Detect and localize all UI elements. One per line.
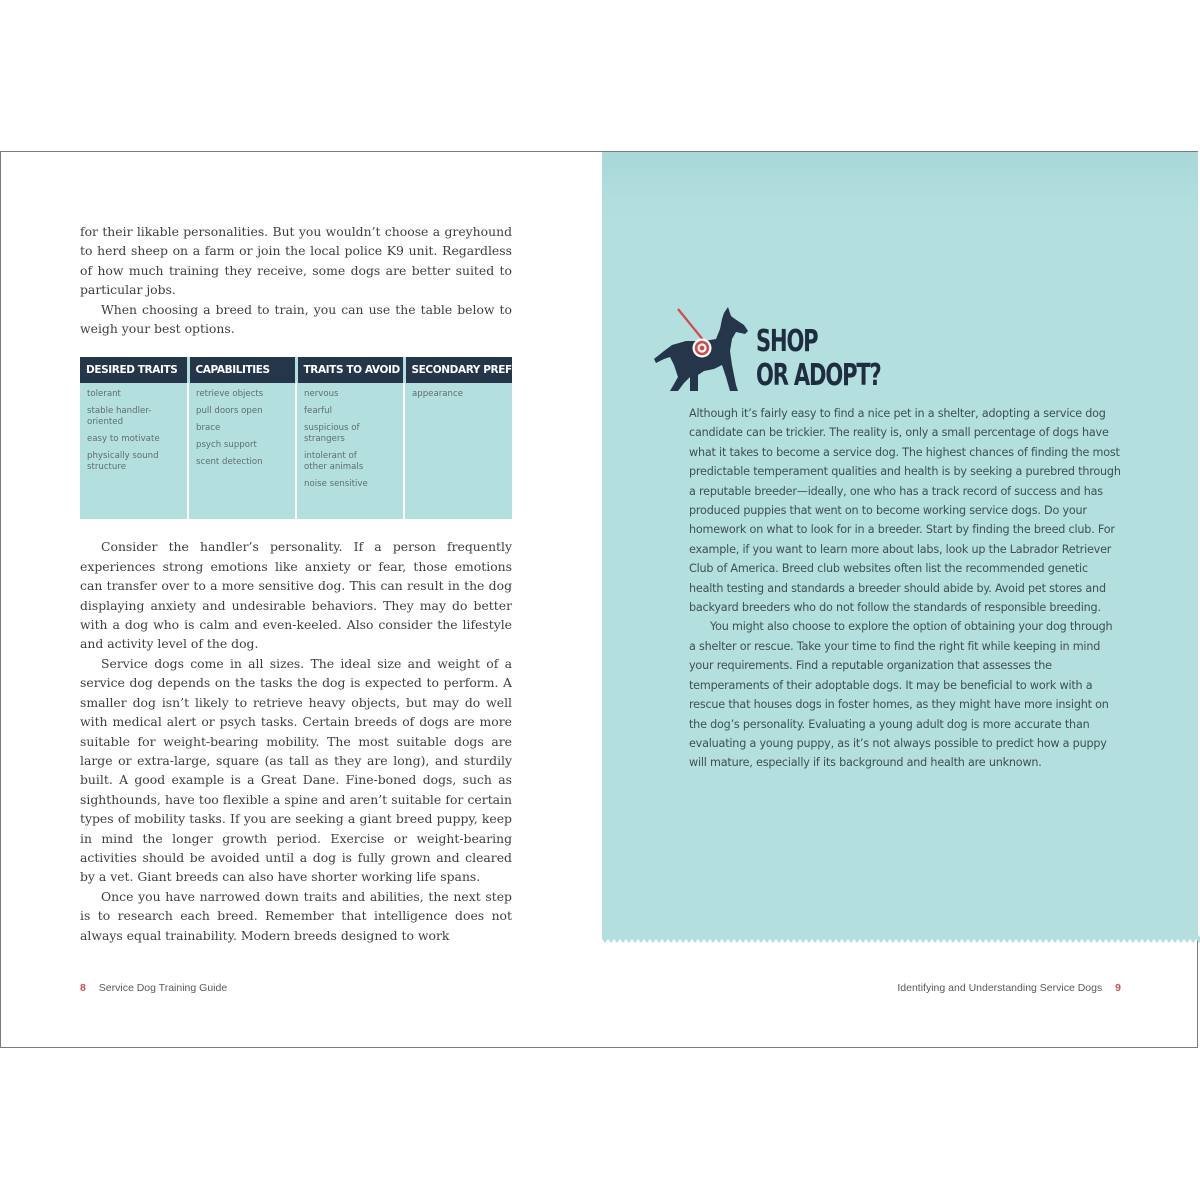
paragraph: Once you have narrowed down traits and abilities, the next step is to research each breed. Remember that intelligence does not always equal trainability. Modern breeds designed to work — [80, 888, 512, 943]
table-cell-capabilities — [188, 383, 296, 519]
table-cell-item: easy to motivate — [87, 434, 160, 445]
running-title: Identifying and Understanding Service Dogs — [897, 982, 1103, 994]
book-spread — [0, 151, 1198, 1048]
table-cell-traits-to-avoid — [296, 383, 404, 519]
table-cell-item: noise sensitive — [304, 479, 368, 490]
footer-left — [80, 982, 227, 994]
table-cell-item: scent detection — [196, 457, 263, 468]
breed-traits-table — [80, 357, 563, 519]
table-cell-desired-traits — [80, 383, 188, 519]
sidebar-fold — [602, 152, 1198, 218]
table-cell-secondary-preferences — [404, 383, 512, 519]
sidebar-shop-or-adopt — [602, 152, 1198, 937]
table-cell-item: nervous — [304, 389, 339, 400]
table-cell-item: appearance — [412, 389, 463, 400]
left-page — [80, 222, 563, 945]
paragraph: Service dogs come in all sizes. The ideal size and weight of a service dog depends on the tasks the dog is expected to perform. A smaller dog isn’t likely to retrieve heavy objects, but may do well with medical alert or psych tasks. Certain breeds of dogs are more suitable for weight-bearing mobility. The most suitable dogs are large or extra-large, square (as tall as they are long), and sturdily built. A good example is a Great Dane. Fine-boned dogs, such as sighthounds, have too flexible a spine and aren’t suitable for certain types of mobility tasks. If you are seeking a giant breed puppy, keep in mind the longer growth period. Exercise or weight-bearing activities should be avoided until a dog is fully grown and cleared by a vet. Giant breeds can also have shorter working life spans. — [80, 655, 512, 885]
table-header: TRAITS TO AVOID — [296, 357, 404, 383]
paragraph: Consider the handler’s personality. If a person frequently experiences strong emotions like anxiety or fear, those emotions can transfer over to a more sensitive dog. This can result in the dog displaying anxiety and undesirable behaviors. They may do better with a dog who is calm and even-keeled. Also consider the lifestyle and activity level of the dog. — [80, 539, 512, 652]
table-header: DESIRED TRAITS — [80, 357, 188, 383]
sidebar-title-line: SHOP — [756, 324, 818, 359]
table-header: SECONDARY PREFERENCES — [404, 357, 512, 383]
table-cell-item: fearful — [304, 406, 332, 417]
sidebar-paragraph: Although it’s fairly easy to find a nice pet in a shelter, adopting a service dog candidate can be trickier. The reality is, only a small percentage of dogs have what it takes to become a service dog. The highest chances of finding the most predictable temperament qualities and health is by seeking a purebred through a reputable breeder—ideally, one who has a track record of success and has produced puppies that went on to become working service dogs. Do your homework on what to look for in a breeder. Start by finding the breed club. For example, if you want to learn more about labs, look up the Labrador Retriever Club of America. Breed club websites often list the recommended genetic health testing and standards a breeder should abide by. Avoid pet stores and backyard breeders who do not follow the standards of responsible breeding. — [689, 407, 1121, 615]
table-cell-item: stable handler-oriented — [87, 406, 152, 428]
sidebar-title-line: OR ADOPT? — [756, 358, 881, 393]
paragraph: for their likable personalities. But you wouldn’t choose a greyhound to herd sheep on a farm or join the local police K9 unit. Regardless of how much training they receive, some dogs are better suited to particular jobs. — [80, 224, 512, 298]
table-cell-item: pull doors open — [196, 406, 263, 417]
service-dog-icon — [652, 307, 752, 395]
table-cell-item: retrieve objects — [196, 389, 264, 400]
table-cell-item: psych support — [196, 440, 257, 451]
running-title: Service Dog Training Guide — [98, 982, 228, 994]
paragraph: When choosing a breed to train, you can use the table below to weigh your best options. — [80, 301, 512, 337]
page-number: 9 — [1115, 982, 1121, 994]
table-cell-item: brace — [196, 423, 221, 434]
table-cell-item: suspicious of strangers — [304, 423, 360, 445]
sidebar-zigzag-edge — [602, 935, 1198, 943]
sidebar-paragraph: You might also choose to explore the option of obtaining your dog through a shelter or rescue. Take your time to find the right fit while keeping in mind your requirements. Find a reputable organization that assesses the temperaments of their adoptable dogs. It may be beneficial to work with a rescue that houses dogs in foster homes, as they might have more insight on the dog’s personality. Evaluating a young adult dog is more accurate than evaluating a young puppy, as it’s not always possible to predict how a puppy will mature, especially if its background and health are unknown. — [689, 620, 1113, 770]
sidebar-title — [756, 325, 881, 393]
table-header: CAPABILITIES — [188, 357, 296, 383]
sidebar-header — [652, 307, 952, 397]
page-number: 8 — [80, 982, 86, 994]
table-cell-item: tolerant — [87, 389, 121, 400]
sidebar-body — [689, 404, 1121, 773]
table-cell-item: physically sound structure — [87, 451, 159, 473]
table-cell-item: intolerant of other animals — [304, 451, 364, 473]
footer-right — [897, 982, 1121, 994]
